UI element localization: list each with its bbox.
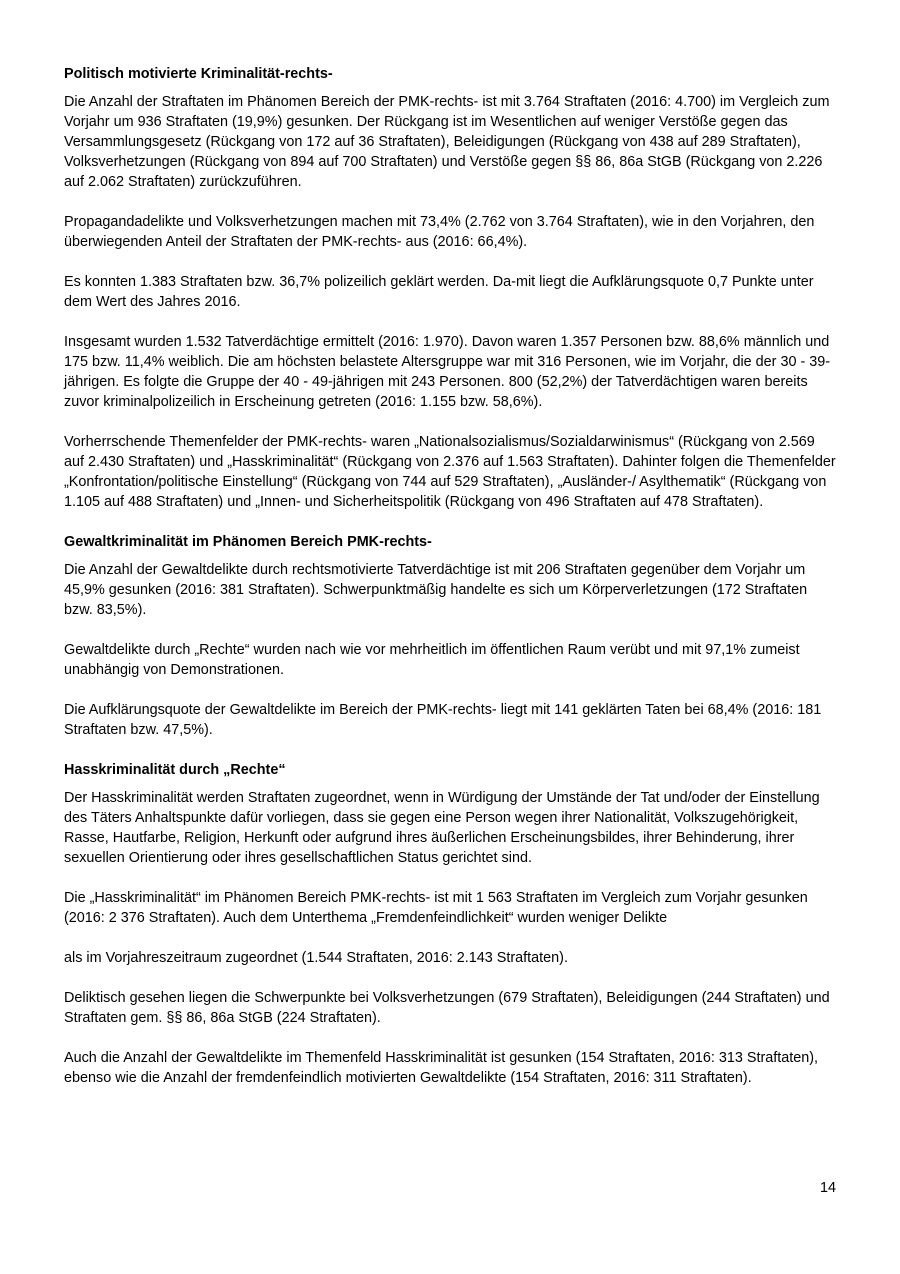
paragraph: Gewaltdelikte durch „Rechte“ wurden nach wie vor mehrheitlich im öffentlichen Raum verübt und mit 97,1% zumeist unabhängig von Demonstrationen. xyxy=(64,642,800,678)
paragraph: Die Anzahl der Straftaten im Phänomen Bereich der PMK-rechts- ist mit 3.764 Straftaten (2016: 4.700) im Vergleich zum Vorjahr um 936 Straftaten (19,9%) gesunken. Der Rückgang ist im Wesentlichen auf weniger Verstöße gegen das Versammlungsgesetz (Rückgang von 172 auf 36 Straftaten), Beleidigungen (Rückgang von 438 auf 289 Straftaten), Volksverhetzungen (Rückgang von 894 auf 700 Straftaten) und Verstöße gegen §§ 86, 86a StGB (Rückgang von 2.226 auf 2.062 Straftaten) zurückzuführen. xyxy=(64,94,830,190)
page-number: 14 xyxy=(819,1180,836,1196)
paragraph: Die „Hasskriminalität“ im Phänomen Bereich PMK-rechts- ist mit 1 563 Straftaten im Vergleich zum Vorjahr gesunken (2016: 2 376 Straftaten). Auch dem Unterthema „Fremdenfeindlichkeit“ wurden weniger Delikte xyxy=(64,890,808,926)
section-gewaltkriminalitaet xyxy=(64,532,836,740)
document-page xyxy=(64,64,836,1108)
paragraph: Insgesamt wurden 1.532 Tatverdächtige ermittelt (2016: 1.970). Davon waren 1.357 Personen bzw. 88,6% männlich und 175 bzw. 11,4% weiblich. Die am höchsten belastete Altersgruppe war mit 316 Personen, wie im Vorjahr, die der 30 - 39-jährigen. Es folgte die Gruppe der 40 - 49-jährigen mit 243 Personen. 800 (52,2%) der Tatverdächtigen waren bereits zuvor kriminalpolizeilich in Erscheinung getreten (2016: 1.155 bzw. 58,6%). xyxy=(64,334,831,410)
paragraph: Propagandadelikte und Volksverhetzungen machen mit 73,4% (2.762 von 3.764 Straftaten), wie in den Vorjahren, den überwiegenden Anteil der Straftaten der PMK-rechts- aus (2016: 66,4%). xyxy=(64,214,815,250)
paragraph: Es konnten 1.383 Straftaten bzw. 36,7% polizeilich geklärt werden. Da-mit liegt die Aufklärungsquote 0,7 Punkte unter dem Wert des Jahres 2016. xyxy=(64,274,814,310)
paragraph: Vorherrschende Themenfelder der PMK-rechts- waren „Nationalsozialismus/Sozialdarwinismus“ (Rückgang von 2.569 auf 2.430 Straftaten) und „Hasskriminalität“ (Rückgang von 2.376 auf 1.563 Straftaten). Dahinter folgen die Themenfelder „Konfrontation/politische Einstellung“ (Rückgang von 744 auf 529 Straftaten), „Ausländer-/ Asylthematik“ (Rückgang von 1.105 auf 488 Straftaten) und „Innen- und Sicherheitspolitik (Rückgang von 496 Straftaten auf 478 Straftaten). xyxy=(64,434,836,510)
section-heading: Politisch motivierte Kriminalität-rechts- xyxy=(64,66,333,82)
paragraph: Die Aufklärungsquote der Gewaltdelikte im Bereich der PMK-rechts- liegt mit 141 geklärten Taten bei 68,4% (2016: 181 Straftaten bzw. 47,5%). xyxy=(64,702,822,738)
paragraph: Der Hasskriminalität werden Straftaten zugeordnet, wenn in Würdigung der Umstände der Tat und/oder der Einstellung des Täters Anhaltspunkte dafür vorliegen, dass sie gegen eine Person wegen ihrer Nationalität, Volkszugehörigkeit, Rasse, Hautfarbe, Religion, Herkunft oder aufgrund ihres äußerlichen Erscheinungsbildes, ihrer Behinderung, ihrer sexuellen Orientierung oder ihres gesellschaftlichen Status gerichtet sind. xyxy=(64,790,820,866)
section-heading: Gewaltkriminalität im Phänomen Bereich PMK-rechts- xyxy=(64,534,432,550)
section-heading: Hasskriminalität durch „Rechte“ xyxy=(64,762,286,778)
paragraph: als im Vorjahreszeitraum zugeordnet (1.544 Straftaten, 2016: 2.143 Straftaten). xyxy=(64,950,568,966)
paragraph: Deliktisch gesehen liegen die Schwerpunkte bei Volksverhetzungen (679 Straftaten), Beleidigungen (244 Straftaten) und Straftaten gem. §§ 86, 86a StGB (224 Straftaten). xyxy=(64,990,830,1026)
paragraph: Auch die Anzahl der Gewaltdelikte im Themenfeld Hasskriminalität ist gesunken (154 Straftaten, 2016: 313 Straftaten), ebenso wie die Anzahl der fremdenfeindlich motivierten Gewaltdelikte (154 Straftaten, 2016: 311 Straftaten). xyxy=(64,1050,819,1086)
section-hasskriminalitaet xyxy=(64,760,836,1088)
section-pmk-rechts xyxy=(64,64,836,512)
paragraph: Die Anzahl der Gewaltdelikte durch rechtsmotivierte Tatverdächtige ist mit 206 Straftaten gegenüber dem Vorjahr um 45,9% gesunken (2016: 381 Straftaten). Schwerpunktmäßig handelte es sich um Körperverletzungen (172 Straftaten bzw. 83,5%). xyxy=(64,562,808,618)
